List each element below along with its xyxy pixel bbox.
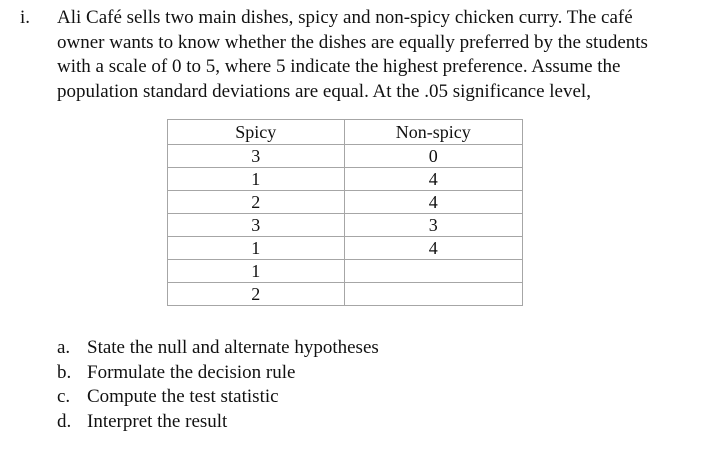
question-line: with a scale of 0 to 5, where 5 indicate the highest preference. Assume the bbox=[57, 56, 621, 77]
subquestion-text: State the null and alternate hypotheses bbox=[87, 337, 379, 358]
question-line: Ali Café sells two main dishes, spicy and non-spicy chicken curry. The café bbox=[57, 7, 633, 28]
spicy-cell: 2 bbox=[168, 283, 345, 306]
table-row bbox=[168, 145, 523, 168]
non-spicy-cell: 4 bbox=[344, 191, 523, 214]
subquestion-list bbox=[57, 336, 379, 434]
header-non-spicy: Non-spicy bbox=[344, 120, 523, 145]
table-row bbox=[168, 191, 523, 214]
non-spicy-cell: 4 bbox=[344, 168, 523, 191]
subquestion-text: Interpret the result bbox=[87, 410, 228, 432]
spicy-cell: 3 bbox=[168, 214, 345, 237]
subquestion-item bbox=[57, 361, 379, 386]
spicy-cell: 3 bbox=[168, 145, 345, 168]
non-spicy-cell: 0 bbox=[344, 145, 523, 168]
question-line: owner wants to know whether the dishes are equally preferred by the students bbox=[57, 31, 648, 53]
table-row bbox=[168, 260, 523, 283]
non-spicy-cell: 3 bbox=[344, 214, 523, 237]
spicy-cell: 1 bbox=[168, 168, 345, 191]
table-row bbox=[168, 237, 523, 260]
spicy-cell: 1 bbox=[168, 237, 345, 260]
header-spicy: Spicy bbox=[168, 120, 345, 145]
table-row bbox=[168, 168, 523, 191]
subquestion-letter: a. bbox=[57, 337, 71, 358]
subquestion-text: Formulate the decision rule bbox=[87, 361, 296, 383]
question-text bbox=[57, 6, 697, 104]
subquestion-item bbox=[57, 385, 379, 410]
spicy-cell: 1 bbox=[168, 260, 345, 283]
table-header-row bbox=[168, 120, 523, 145]
preference-data-table bbox=[167, 119, 523, 306]
subquestion-text: Compute the test statistic bbox=[87, 386, 279, 407]
table-row bbox=[168, 283, 523, 306]
subquestion-letter: d. bbox=[57, 410, 72, 432]
subquestion-letter: c. bbox=[57, 386, 71, 407]
spicy-cell: 2 bbox=[168, 191, 345, 214]
subquestion-letter: b. bbox=[57, 361, 72, 383]
question-number: i. bbox=[20, 7, 31, 28]
non-spicy-cell: 4 bbox=[344, 237, 523, 260]
table-row bbox=[168, 214, 523, 237]
non-spicy-cell bbox=[344, 260, 523, 283]
subquestion-item bbox=[57, 410, 379, 435]
non-spicy-cell bbox=[344, 283, 523, 306]
subquestion-item bbox=[57, 336, 379, 361]
question-line: population standard deviations are equal. At the .05 significance level, bbox=[57, 80, 591, 102]
